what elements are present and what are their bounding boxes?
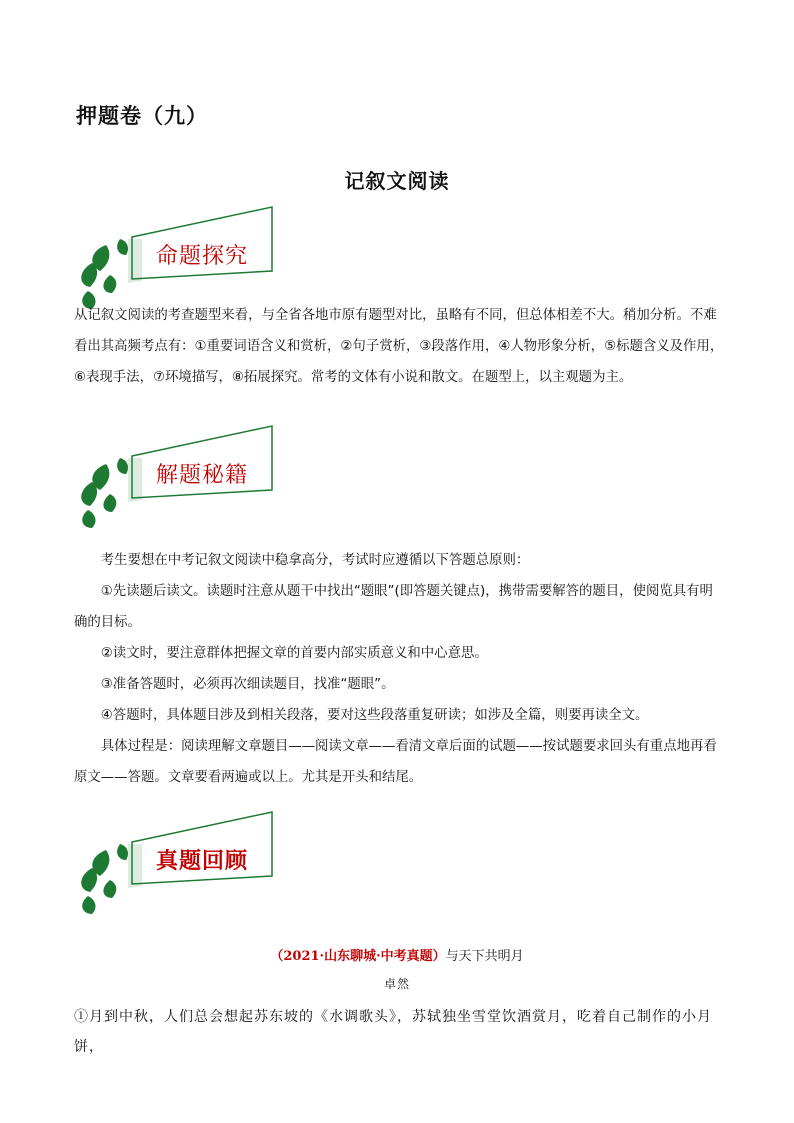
secrets-text (74, 545, 724, 793)
banner-label-review: 真题回顾 (155, 848, 248, 874)
document-title: 押题卷（九） (76, 103, 208, 128)
banner-review (70, 810, 280, 920)
article-paragraph: ①月到中秋，人们总会想起苏东坡的《水调歌头》，苏轼独坐雪堂饮酒赏月，吃着自己制作的小月饼， (74, 1009, 712, 1055)
banner-secrets (70, 424, 280, 534)
banner-exploration (70, 205, 280, 315)
article-title: 与天下共明月 (445, 949, 524, 964)
secrets-paragraph: ①先读题后读文。读题时注意从题干中找出“题眼”(即答题关键点)，携带需要解答的题目，使阅览具有明确的目标。 (74, 584, 713, 630)
question-source: （2021·山东聊城·中考真题） (270, 949, 446, 964)
secrets-paragraph: ②读文时，要注意群体把握文章的首要内部实质意义和中心意思。 (100, 646, 488, 661)
exploration-text (74, 300, 724, 393)
article-author: 卓然 (383, 977, 410, 991)
question-heading (0, 945, 794, 964)
secrets-paragraph: 具体过程是：阅读理解文章题目——阅读文章——看清文章后面的试题——按试题要求回头有重点地再看原文——答题。文章要看两遍或以上。尤其是开头和结尾。 (74, 739, 717, 785)
secrets-paragraph: ④答题时，具体题目涉及到相关段落，要对这些段落重复研读；如涉及全篇，则要再读全文。 (100, 708, 649, 723)
section-subtitle: 记叙文阅读 (344, 169, 450, 193)
exploration-paragraph: 从记叙文阅读的考查题型来看，与全省各地市原有题型对比，虽略有不同，但总体相差不大。稍加分析。不难看出其高频考点有：①重要词语含义和赏析，②句子赏析，③段落作用，④人物形象分析，⑤标题含义及作用，⑥表现手法，⑦环境描写，⑧拓展探究。常考的文体有小说和散文。在题型上，以主观题为主。 (74, 308, 724, 385)
banner-label-secrets: 解题秘籍 (155, 463, 248, 488)
banner-label-exploration: 命题探究 (155, 244, 248, 269)
secrets-paragraph: ③准备答题时，必须再次细读题目，找准“题眼”。 (100, 677, 395, 692)
secrets-paragraph: 考生要想在中考记叙文阅读中稳拿高分，考试时应遵循以下答题总原则： (100, 553, 530, 568)
